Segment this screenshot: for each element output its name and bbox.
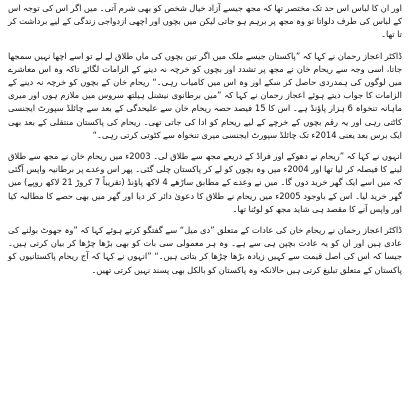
article-paragraph-4: ڈاکٹر اعجاز رحمان نے ریحام خان کی عادات کے متعلق ”دی میل“ سے گفتگو کرتے ہوئے کہا کہ ”وہ جھوٹ بولنے کی عادی ہیں اور ان کو یہ عادت بچپن ہی سے ہے۔ وہ ہر معمولی سی بات کو بھی بڑھا چڑھا کر بیان کرتی ہیں۔ جیسا کہ اس کی اصل قیمت سے کہیں زیادہ بڑھا چڑھا کر بتاتی ہیں۔“ ”انہوں نے کہا کہ آج ریحام پاکستانیوں کو پاکستان کے متعلق تبلیغ کرتی ہیں حالانکہ وہ پاکستان کو بالکل بھی پسند نہیں کرتی تھیں۔ <box>8 225 402 275</box>
article-paragraph-1: اور ان کا لباس اس حد تک مختصر تھا کہ مجھ جیسے آزاد خیال شخص کو بھی شرم آتی۔ میں اگر اس کی توجہ اس کے لباس کی طرف دلواتا تو وہ مجھ پر برہم ہو جاتی لیکن میں بچوں اور اچھی ازدواجی زندگی کے لیے برداشت کر تا تھا۔ <box>8 3 402 40</box>
article-paragraph-2: ڈاکٹر اعجاز رحمان نے کہا کہ ”پاکستان جیسے ملک میں اگر تین بچوں کی ماں طلاق لے لے تو اسے اچھا نہیں سمجھا جاتا، اسی وجہ سے ریحام خان نے مجھ پر تشدد اور بچوں کو خرچہ نہ دینے کے الزامات لگائے تاکہ وہ اس معاشرے میں لوگوں کی ہمدردی حاصل کر سکے اور وہ اس میں کامیاب رہی۔“ ریحام خان کے بچوں کو خرچہ نہ دینے کے الزامات کا جواب دیتے ہوئے اعجاز رحمان نے کہا کہ ”میں برطانوی نیشنل ہیلتھ سروس میں ملازم ہوں اور میری ماہانہ تنخواہ 6 ہزار پاؤنڈ ہے۔ اس کا 15 فیصد حصہ ریحام خان سے علیحدگی کے بعد سے چائلڈ سپورٹ ایجنسی کاٹتی رہی اور یہ رقم بچوں کے خرچے کے لیے ریحام کو ادا کی جاتی تھی۔ ریحام کی پاکستان منتقلی کے بعد بھی ایک برس بعد یعنی 2014ء تک چائلڈ سپورٹ ایجنسی میری تنخواہ سے کٹوتی کرتی رہی۔“ <box>8 50 402 140</box>
article-paragraph-3: انہوں نے کہا کہ ”ریحام نے دھوکے اور فراڈ کے ذریعے مجھ سے طلاق لی۔ 2003ء میں ریحام خان نے مجھ سے طلاق لینے کا فیصلہ کر لیا تھا اور 2004ء میں وہ بچوں کو لے کر پاکستان چلی گئی۔ پھر اس وعدے پر برطانیہ واپس آگئی کہ میں اسے ایک گھر خرید دوں گا۔ میں نے وعدے کے مطابق ساڑھے 4 لاکھ پاؤنڈ (تقریباً 7 کروڑ 21 لاکھ روپے) میں گھر خرید لیا۔ اس کے باوجود 2005ء میں ریحام نے طلاق کا دعویٰ دائر کر دیا اور گھر میں بھی حصے کا مطالبہ کیا اور واپس آنے کا مقصد ہی شاید مجھ کو لوٹنا تھا۔ <box>8 151 403 214</box>
